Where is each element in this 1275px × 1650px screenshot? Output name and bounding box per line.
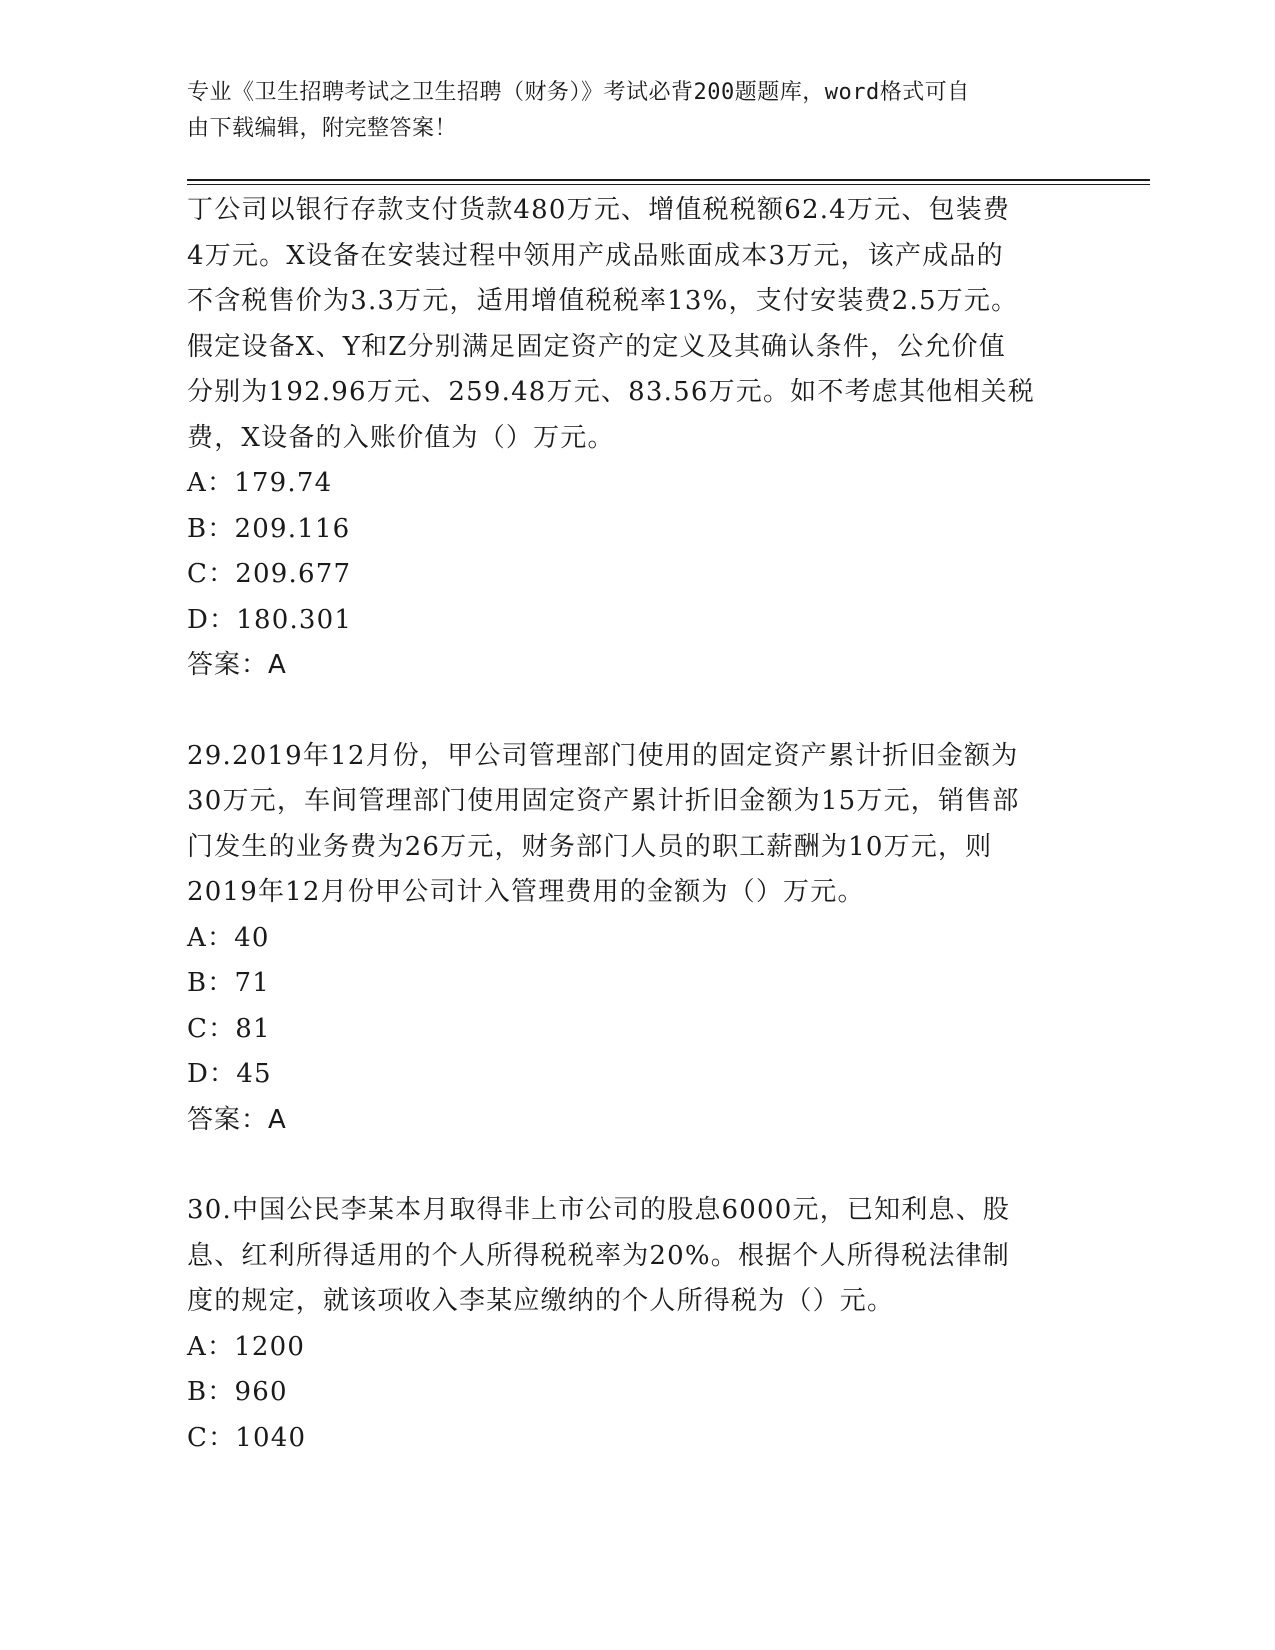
question-text-line: 假定设备X、Y和Z分别满足固定资产的定义及其确认条件，公允价值 — [187, 331, 1006, 362]
question-text-line: 29.2019年12月份，甲公司管理部门使用的固定资产累计折旧金额为 — [187, 740, 1019, 771]
question-list — [187, 188, 1087, 1461]
header-line-1: 专业《卫生招聘考试之卫生招聘（财务）》考试必背200题题库，word格式可自 — [187, 80, 970, 105]
answer-label: 答案：A — [187, 1104, 287, 1135]
document-header — [187, 75, 1067, 147]
question-text-line: 30万元，车间管理部门使用固定资产累计折旧金额为15万元，销售部 — [187, 786, 1020, 816]
question-spacer — [187, 1143, 1087, 1188]
question-text-line: 分别为192.96万元、259.48万元、83.56万元。如不考虑其他相关税 — [187, 377, 1035, 407]
question-text-line: 2019年12月份甲公司计入管理费用的金额为（）万元。 — [187, 877, 865, 907]
option-b: B：960 — [187, 1377, 288, 1407]
question-text-line: 30.中国公民李某本月取得非上市公司的股息6000元，已知利息、股 — [187, 1195, 1011, 1225]
question-28 — [187, 188, 1087, 689]
question-text-line: 4万元。X设备在安装过程中领用产成品账面成本3万元，该产成品的 — [187, 240, 1004, 271]
option-d: D：180.301 — [187, 604, 353, 635]
option-a: A：40 — [187, 922, 270, 953]
option-b: B：209.116 — [187, 513, 351, 544]
option-a: A：179.74 — [187, 468, 333, 498]
option-c: C：209.677 — [187, 559, 352, 589]
answer-label: 答案：A — [187, 650, 287, 680]
question-text-line: 度的规定，就该项收入李某应缴纳的个人所得税为（）元。 — [187, 1286, 895, 1316]
question-text-line: 费，X设备的入账价值为（）万元。 — [187, 422, 615, 453]
header-line-2: 由下载编辑，附完整答案！ — [187, 116, 458, 141]
option-c: C：81 — [187, 1013, 271, 1044]
header-rule-thick — [187, 179, 1150, 181]
option-b: B：71 — [187, 968, 270, 998]
question-text-line: 门发生的业务费为26万元，财务部门人员的职工薪酬为10万元，则 — [187, 831, 993, 862]
option-a: A：1200 — [187, 1331, 306, 1362]
question-text-line: 不含税售价为3.3万元，适用增值税税率13%，支付安装费2.5万元。 — [187, 286, 1019, 316]
question-text-line: 息、红利所得适用的个人所得税税率为20%。根据个人所得税法律制 — [187, 1240, 1010, 1271]
question-29 — [187, 734, 1087, 1144]
question-text-line: 丁公司以银行存款支付货款480万元、增值税税额62.4万元、包装费 — [187, 195, 1011, 225]
question-spacer — [187, 689, 1087, 734]
option-d: D：45 — [187, 1059, 272, 1089]
header-rule-thin — [187, 184, 1150, 185]
question-30 — [187, 1188, 1087, 1461]
option-c: C：1040 — [187, 1422, 307, 1453]
